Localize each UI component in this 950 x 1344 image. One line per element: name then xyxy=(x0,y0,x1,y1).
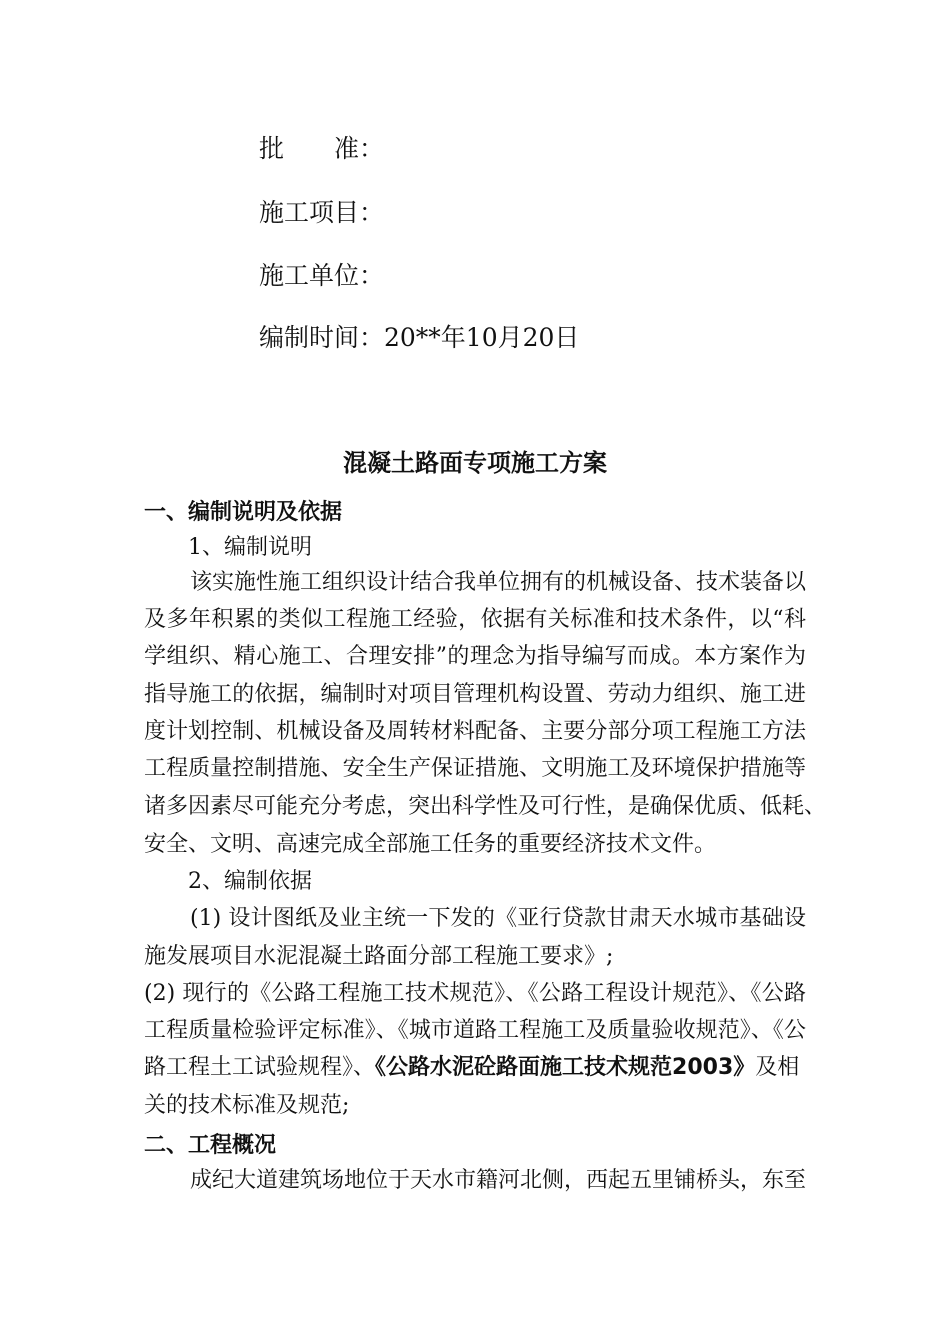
unit-field: 施工单位： xyxy=(259,261,385,290)
paragraph-line: 工程质量控制措施、安全生产保证措施、文明施工及环境保护措施等 xyxy=(144,756,806,781)
paragraph-line: 该实施性施工组织设计结合我单位拥有的机械设备、技术装备以 xyxy=(190,570,807,595)
paragraph-line: 及多年积累的类似工程施工经验，依据有关标准和技术条件，以“科 xyxy=(144,607,806,632)
approve-field: 批 准： xyxy=(259,134,385,163)
subsection-2-heading: 2、编制依据 xyxy=(188,869,312,894)
project-field: 施工项目： xyxy=(259,198,385,227)
reference-bold-text: 《公路水泥砼路面施工技术规范2003》 xyxy=(375,1055,756,1080)
subsection-1-heading: 1、编制说明 xyxy=(188,535,312,560)
reference-text: 路工程土工试验规程》、 xyxy=(144,1055,376,1080)
reference-line xyxy=(144,1053,799,1083)
reference-line: (1) 设计图纸及业主统一下发的《亚行贷款甘肃天水城市基础设 xyxy=(190,906,806,931)
reference-line: (2) 现行的《公路工程施工技术规范》、《公路工程设计规范》、《公路 xyxy=(144,981,806,1006)
reference-line: 工程质量检验评定标准》、《城市道路工程施工及质量验收规范》、《公 xyxy=(144,1018,806,1043)
reference-text: 及相 xyxy=(755,1055,800,1080)
reference-line: 关的技术标准及规范; xyxy=(144,1093,350,1118)
paragraph-line: 学组织、精心施工、合理安排”的理念为指导编写而成。本方案作为 xyxy=(144,644,806,669)
document-title: 混凝土路面专项施工方案 xyxy=(343,448,607,477)
paragraph-line: 度计划控制、机械设备及周转材料配备、主要分部分项工程施工方法 xyxy=(144,719,806,744)
paragraph-line: 指导施工的依据，编制时对项目管理机构设置、劳动力组织、施工进 xyxy=(144,682,806,707)
paragraph-line: 诸多因素尽可能充分考虑，突出科学性及可行性，是确保优质、低耗、 xyxy=(144,794,827,819)
reference-line: 施发展项目水泥混凝土路面分部工程施工要求》; xyxy=(144,944,614,969)
section-2-heading: 二、工程概况 xyxy=(144,1132,277,1158)
paragraph-line: 安全、文明、高速完成全部施工任务的重要经济技术文件。 xyxy=(144,832,717,857)
section-1-heading: 一、编制说明及依据 xyxy=(144,499,343,525)
paragraph-line: 成纪大道建筑场地位于天水市籍河北侧，西起五里铺桥头，东至 xyxy=(190,1168,807,1193)
date-field: 编制时间：20**年10月20日 xyxy=(259,323,580,352)
